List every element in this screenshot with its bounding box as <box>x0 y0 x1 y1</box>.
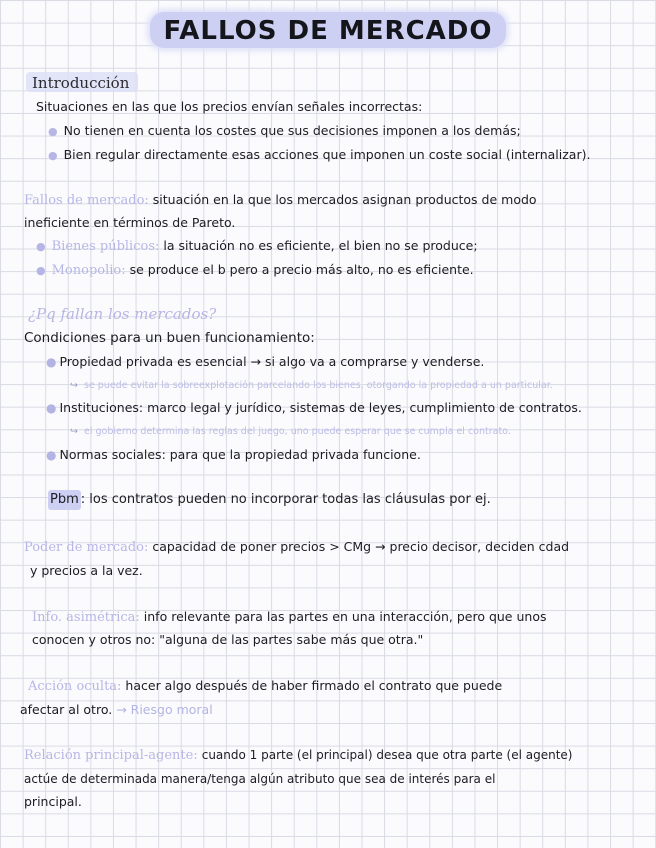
riesgo-moral-link: → Riesgo moral <box>116 702 213 717</box>
info-line-1 <box>32 607 636 628</box>
bienes-line <box>36 236 636 257</box>
relacion-line-1 <box>24 745 636 766</box>
propiedad-line: ● Propiedad privada es esencial → si algo va a comprarse y venderse. <box>46 354 485 369</box>
poder-def-2: y precios a la vez. <box>30 563 143 578</box>
pbm-text: : los contratos pueden no incorporar todas las cláusulas por ej. <box>80 492 491 507</box>
bullet-dot-icon: ● <box>46 355 57 369</box>
return-arrow-icon: ↪ <box>70 426 78 437</box>
poder-def-1: capacidad de poner precios > CMg → precio decisor, deciden cdad <box>152 539 570 554</box>
propiedad-sub: ↪ se puede evitar la sobreexplotación parcelando los bienes, otorgando la propiedad a un particular. <box>70 380 553 391</box>
poder-term: Poder de mercado: <box>24 540 149 555</box>
monopolio-line <box>36 260 636 281</box>
instituciones-sub: ↪ el gobierno determina las reglas del juego, uno puede esperar que se cumpla el contrato. <box>70 426 511 437</box>
relacion-term: Relación principal-agente: <box>24 748 198 763</box>
bullet-dot-icon: ● <box>46 448 57 462</box>
info-def-1: info relevante para las partes en una interacción, pero que unos <box>143 609 547 624</box>
title-area <box>0 12 656 48</box>
relacion-def-1: cuando 1 parte (el principal) desea que otra parte (el agente) <box>201 748 573 762</box>
accion-line-2 <box>20 700 636 720</box>
intro-situations: Situaciones en las que los precios envían señales incorrectas: <box>36 99 423 114</box>
bullet-dot-icon: ● <box>48 149 58 162</box>
page-title: FALLOS DE MERCADO <box>163 16 493 46</box>
accion-def-2: afectar al otro. <box>20 702 113 717</box>
info-term: Info. asimétrica: <box>32 610 140 625</box>
normas-line: ● Normas sociales: para que la propiedad privada funcione. <box>46 447 421 462</box>
fallos-def-2: ineficiente en términos de Pareto. <box>24 215 236 230</box>
accion-line-1 <box>28 676 636 697</box>
bienes-def: la situación no es eficiente, el bien no se produce; <box>163 238 478 253</box>
accion-def-1: hacer algo después de haber firmado el contrato que puede <box>125 678 503 693</box>
fallos-line-1 <box>24 190 636 211</box>
intro-heading: Introducción <box>32 74 130 92</box>
bullet-dot-icon: ● <box>36 240 46 253</box>
title-highlight <box>150 12 507 48</box>
intro-bullet-2: ● Bien regular directamente esas acciones que imponen un coste social (internalizar). <box>48 147 591 162</box>
pbm-line <box>48 490 636 510</box>
bullet-dot-icon: ● <box>48 125 58 138</box>
bienes-term: Bienes públicos: <box>51 239 160 254</box>
bullet-dot-icon: ● <box>36 264 46 277</box>
conditions-heading: Condiciones para un buen funcionamiento: <box>24 330 315 346</box>
info-def-2: conocen y otros no: "alguna de las partes sabe más que otra." <box>32 632 424 647</box>
monopolio-term: Monopolio: <box>51 263 126 278</box>
relacion-def-3: principal. <box>24 794 82 809</box>
intro-bullet-1: ● No tienen en cuenta los costes que sus decisiones imponen a los demás; <box>48 123 521 138</box>
monopolio-def: se produce el b pero a precio más alto, no es eficiente. <box>129 262 474 277</box>
relacion-def-2: actúe de determinada manera/tenga algún atributo que sea de interés para el <box>24 772 496 786</box>
return-arrow-icon: ↪ <box>70 380 78 391</box>
bullet-dot-icon: ● <box>46 401 57 415</box>
poder-line-1 <box>24 537 636 558</box>
fallos-term: Fallos de mercado: <box>24 193 149 208</box>
porque-question: ¿Pq fallan los mercados? <box>28 305 217 323</box>
accion-term: Acción oculta: <box>28 679 122 694</box>
instituciones-line: ● Instituciones: marco legal y jurídico, sistemas de leyes, cumplimiento de contratos. <box>46 400 582 415</box>
fallos-def-1: situación en la que los mercados asignan productos de modo <box>152 192 537 207</box>
pbm-label: Pbm <box>48 490 81 510</box>
